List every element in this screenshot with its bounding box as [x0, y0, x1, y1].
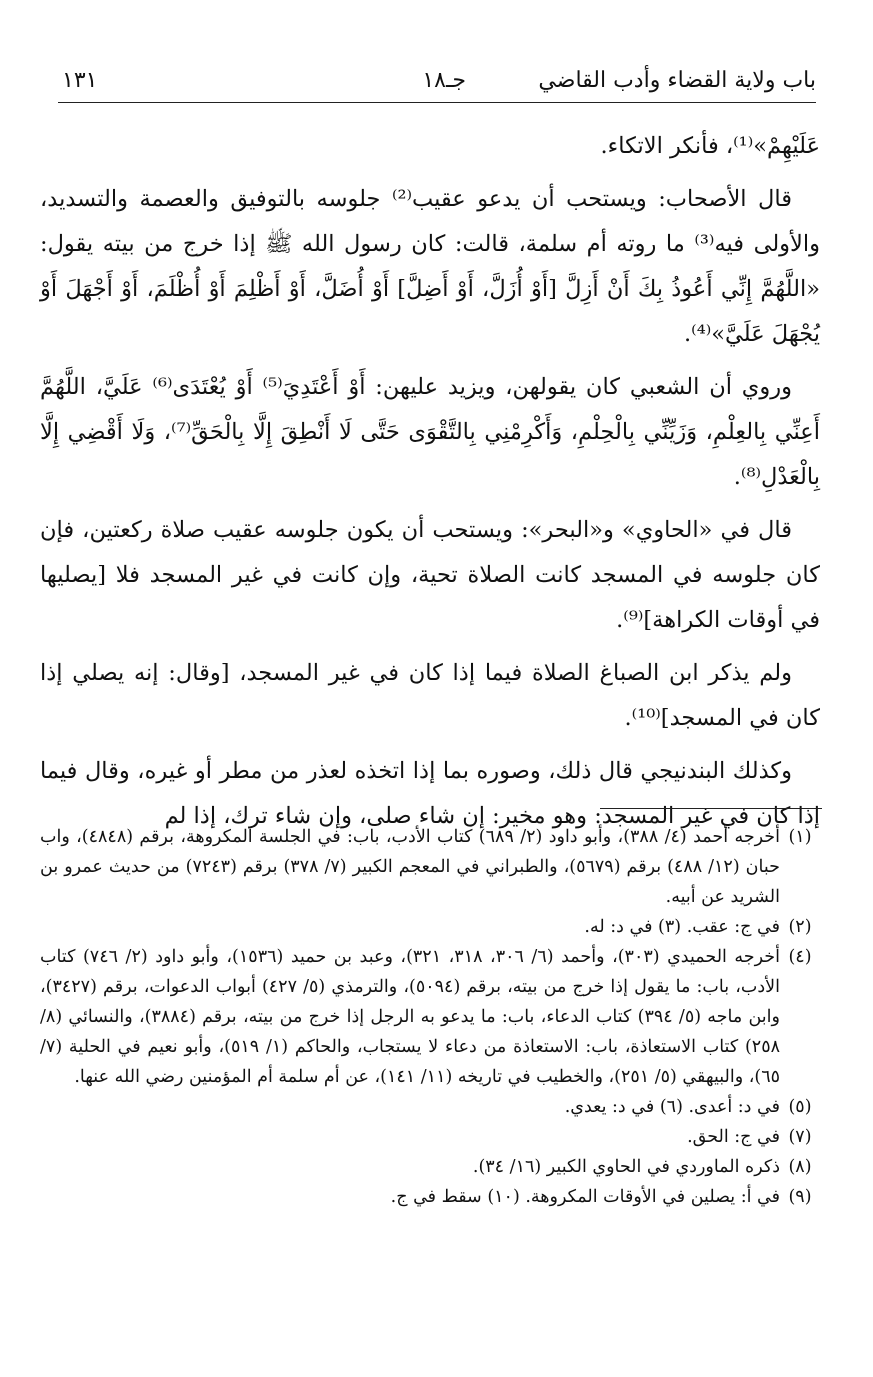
footnote-text: في د: له.	[584, 917, 653, 937]
running-header	[58, 62, 816, 103]
paragraph: قال الأصحاب: ويستحب أن يدعو عقيب⁽²⁾ جلوسه بالتوفيق والعصمة والتسديد، والأولى فيه⁽³⁾ ما روته أم سلمة، قالت: كان رسول الله ﷺ إذا خرج من بيته يقول: «اللَّهُمَّ إِنِّي أَعُوذُ بِكَ أَنْ أَزِلَّ [أَوْ أُزَلَّ، أَوْ أَضِلَّ] أَوْ أُضَلَّ، أَوْ أَظْلِمَ أَوْ أُظْلَمَ، أَوْ أَجْهَلَ أَوْ يُجْهَلَ عَلَيَّ»⁽⁴⁾.	[40, 186, 820, 347]
footnote-text: في ج: الحق.	[687, 1127, 780, 1147]
footnote-number: (٤)	[788, 947, 812, 967]
footnote	[40, 822, 820, 912]
main-text	[40, 124, 820, 847]
footnote-number: (٦)	[659, 1097, 683, 1117]
footnote-number: (٥)	[788, 1097, 812, 1117]
chapter-title: باب ولاية القضاء وأدب القاضي	[538, 68, 816, 93]
footnote-text: في أ: يصلين في الأوقات المكروهة.	[525, 1187, 780, 1207]
footnote-text: ذكره الماوردي في الحاوي الكبير (١٦/ ٣٤).	[472, 1157, 780, 1177]
footnote-number: (١٠)	[487, 1187, 520, 1207]
footnote-text: في د: أعدى.	[688, 1097, 780, 1117]
footnote-number: (٧)	[788, 1127, 812, 1147]
footnote-number: (٢)	[788, 917, 812, 937]
footnote	[40, 1182, 820, 1212]
paragraph: وروي أن الشعبي كان يقولهن، ويزيد عليهن: أَوْ أَعْتَدِيَ⁽⁵⁾ أَوْ يُعْتَدَى⁽⁶⁾ عَلَيَّ، اللَّهُمَّ أَعِنِّي بِالعِلْمِ، وَزَيِّنِّي بِالْحِلْمِ، وَأَكْرِمْنِي بِالتَّقْوَى حَتَّى لَا أَنْطِقَ إِلَّا بِالْحَقِّ⁽⁷⁾، وَلَا أَقْضِي إِلَّا بِالْعَدْلِ⁽⁸⁾.	[40, 374, 820, 490]
footnote	[40, 942, 820, 1092]
paragraph: قال في «الحاوي» و«البحر»: ويستحب أن يكون جلوسه عقيب صلاة ركعتين، فإن كان جلوسه في المسجد كانت الصلاة تحية، وإن كانت في غير المسجد فلا [يصليها في أوقات الكراهة]⁽⁹⁾.	[40, 517, 820, 633]
footnote	[40, 1152, 820, 1182]
paragraph: ولم يذكر ابن الصباغ الصلاة فيما إذا كان في غير المسجد، [وقال: إنه يصلي إذا كان في المسجد]⁽¹⁰⁾.	[40, 660, 820, 731]
footnote-text: أخرجه الحميدي (٣٠٣)، وأحمد (٦/ ٣٠٦، ٣١٨، ٣٢١)، وعبد بن حميد (١٥٣٦)، وأبو داود (٢/ ٧٤٦) كتاب الأدب، باب: ما يقول إذا خرج من بيته، برقم (٥٠٩٤)، والترمذي (٥/ ٤٢٧) أبواب الدعوات، برقم (٣٤٢٧)، وابن ماجه (٥/ ٣٩٤) كتاب الدعاء، باب: ما يدعو به الرجل إذا خرج من بيته، برقم (٣٨٨٤)، والنسائي (٨/ ٢٥٨) كتاب الاستعاذة، باب: الاستعاذة من دعاء لا يستجاب، والحاكم (١/ ٥١٩)، وأبو نعيم في الحلية (٧/ ٦٥)، والبيهقي (٥/ ٢٥١)، والخطيب في تاريخه (١١/ ١٤١)، عن أم سلمة أم المؤمنين رضي الله عنها.	[40, 947, 780, 1087]
paragraph: عَلَيْهِمْ»⁽¹⁾، فأنكر الاتكاء.	[600, 133, 820, 159]
footnotes	[40, 822, 820, 1212]
footnote	[40, 1092, 820, 1122]
footnote-number: (٨)	[788, 1157, 812, 1177]
footnote-text: في د: يعدي.	[564, 1097, 655, 1117]
footnote	[40, 1122, 820, 1152]
page-number: ١٣١	[62, 68, 98, 93]
footnote-number: (٣)	[658, 917, 682, 937]
footnote-separator	[600, 808, 822, 809]
footnote-text: في ج: عقب.	[686, 917, 780, 937]
footnote	[40, 912, 820, 942]
footnote-number: (١)	[788, 827, 812, 847]
footnote-text: سقط في ج.	[390, 1187, 482, 1207]
volume-label: جـ١٨	[422, 68, 466, 93]
paragraph: وكذلك البندنيجي قال ذلك، وصوره بما إذا اتخذه لعذر من مطر أو غيره، وقال فيما إذا كان في غير المسجد: وهو مخير: إن شاء صلى، وإن شاء ترك، إذا لم	[40, 758, 820, 829]
footnote-text: أخرجه أحمد (٤/ ٣٨٨)، وأبو داود (٢/ ٦٨٩) كتاب الأدب، باب: في الجلسة المكروهة، برقم (٤٨٤٨)، واب حبان (١٢/ ٤٨٨) برقم (٥٦٧٩)، والطبراني في المعجم الكبير (٧/ ٣٧٨) برقم (٧٢٤٣) من حديث عمرو بن الشريد عن أبيه.	[40, 827, 780, 907]
footnote-number: (٩)	[788, 1187, 812, 1207]
